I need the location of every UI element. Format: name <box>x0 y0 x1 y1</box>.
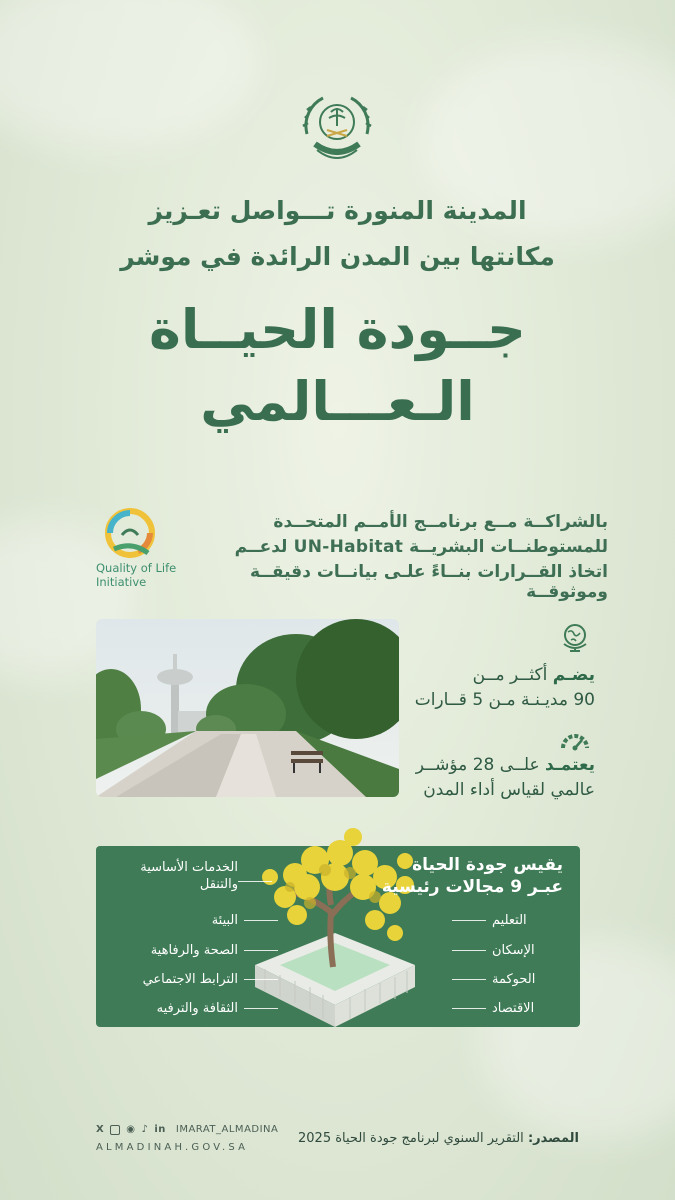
domain-label: الحوكمة <box>492 972 536 987</box>
stat-indicators-line-1 <box>375 755 595 775</box>
domain-social <box>128 972 278 987</box>
domain-environment <box>128 913 278 928</box>
domain-label: البيئة <box>211 913 238 928</box>
domain-culture <box>128 1001 278 1016</box>
stat-indicators-line-2: عالمي لقياس أداء المدن <box>423 780 595 800</box>
leader-line <box>452 950 486 951</box>
stat-cities-line-2: 90 مديـنـة مـن 5 قــارات <box>414 690 595 710</box>
globe-icon <box>559 622 591 652</box>
headline-title-2: الـعـــالمي <box>200 370 475 433</box>
snapchat-icon[interactable]: ◉ <box>126 1124 136 1135</box>
domains-title-line-2: عبـر 9 مجالات رئيسية <box>381 877 563 897</box>
social-handles <box>96 1124 278 1135</box>
domain-label: الصحة والرفاهية <box>150 943 238 958</box>
partnership-line-2: للمستوطنــات البشريــة UN-Habitat لدعــم <box>234 537 608 557</box>
domains-title-line-1: يقيس جودة الحياة <box>412 855 563 875</box>
domain-basic-services <box>128 859 238 893</box>
gauge-icon <box>559 726 591 756</box>
qol-label-line-2: Initiative <box>96 575 147 589</box>
domain-label: الاقتصاد <box>492 1001 535 1016</box>
partnership-line-1: بالشراكــة مــع برنامــج الأمــم المتحــدة <box>273 512 608 532</box>
stat-cities-rest: أكثــر مــن <box>472 665 553 685</box>
leader-line <box>244 920 278 921</box>
stat-indicators-bold: يعتمـد <box>545 755 595 775</box>
domain-health <box>128 943 278 958</box>
leader-line <box>452 979 486 980</box>
leader-line <box>244 1008 278 1009</box>
domain-label: الإسكان <box>492 943 535 958</box>
domain-housing <box>452 943 535 958</box>
domain-education <box>452 913 527 928</box>
domain-economy <box>452 1001 534 1016</box>
leader-line <box>238 881 272 882</box>
source-label: المصدر: <box>527 1131 579 1146</box>
tiktok-icon[interactable]: ♪ <box>141 1124 149 1135</box>
city-promenade-photo <box>96 619 399 797</box>
leader-line <box>452 920 486 921</box>
leader-line <box>244 979 278 980</box>
quality-of-life-logo <box>100 505 160 563</box>
qol-label-line-1: Quality of Life <box>96 561 177 575</box>
emirate-emblem-logo <box>293 88 381 168</box>
partnership-line-3: اتخاذ القــرارات بنــاءً علـى بيانــات دقيقــة وموثوقــة <box>249 562 608 602</box>
leader-line <box>244 950 278 951</box>
instagram-icon[interactable] <box>110 1125 120 1135</box>
stat-indicators-rest: علــى 28 مؤشــر <box>415 755 546 775</box>
domain-basic-services-line-2: والتنقل <box>199 877 238 892</box>
x-icon[interactable]: X <box>96 1124 105 1135</box>
domain-basic-services-line-1: الخدمات الأساسية <box>140 860 238 875</box>
headline-title-1: جــودة الحيــاة <box>149 298 526 361</box>
website-url[interactable]: ALMADINAH.GOV.SA <box>96 1142 249 1153</box>
stat-cities-bold: يضـم <box>552 665 595 685</box>
leader-line <box>452 1008 486 1009</box>
source-note <box>298 1131 579 1146</box>
domain-label: التعليم <box>492 913 527 928</box>
domain-label: الترابط الاجتماعي <box>142 972 238 987</box>
linkedin-icon[interactable]: in <box>154 1124 166 1135</box>
domain-governance <box>452 972 535 987</box>
stat-cities-line-1 <box>375 665 595 685</box>
social-handle[interactable]: IMARAT_ALMADINA <box>175 1124 279 1135</box>
headline-line-2: مكانتها بين المدن الرائدة في موشر <box>120 242 555 271</box>
headline-line-1: المدينة المنورة تـــواصل تعـزيز <box>148 196 527 225</box>
background-cloud <box>0 0 260 150</box>
source-text: التقرير السنوي لبرنامج جودة الحياة 2025 <box>298 1131 528 1146</box>
domain-label: الثقافة والترفيه <box>156 1001 238 1016</box>
